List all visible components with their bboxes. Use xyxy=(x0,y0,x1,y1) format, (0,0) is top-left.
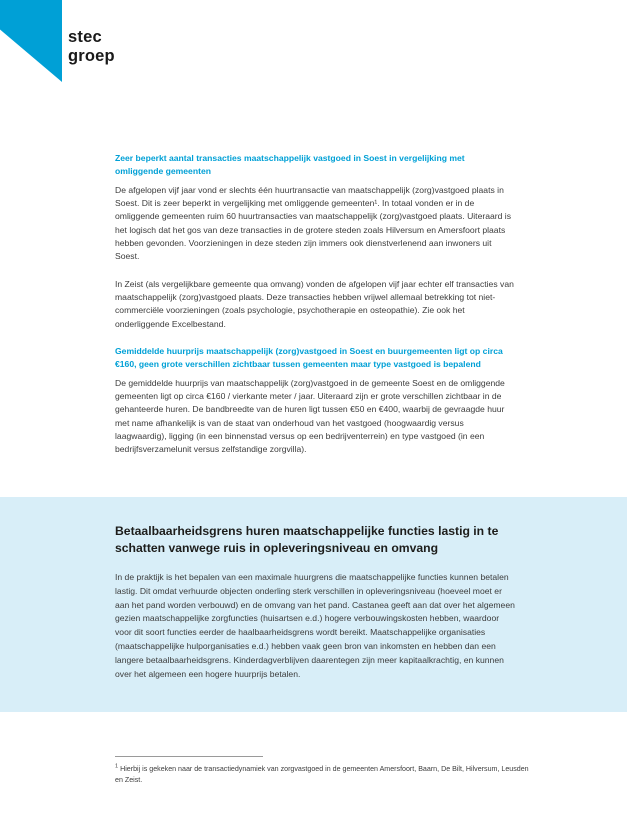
footnote-divider xyxy=(115,756,263,757)
footnote-block xyxy=(115,756,535,787)
section-paragraph-2-1: De gemiddelde huurprijs van maatschappelijk (zorg)vastgoed in de gemeente Soest en de omliggende gemeenten ligt op circa €160 / vierkante meter / jaar. Uiteraard zijn er grote verschillen zichtbaar in de gehanteerde huren. De bandbreedte van de huren ligt tussen €50 en €400, waarbij de gevraagde huur met name afhankelijk is van de staat van onderhoud van het vastgoed (hoogwaardig versus laagwaardig), ligging (in een binnenstad versus op een bedrijventerrein) en type vastgoed (in een bedrijfsverzamelunit versus zelfstandige zorgvilla). xyxy=(115,377,505,455)
brand-logo xyxy=(0,0,130,82)
document-body xyxy=(115,152,515,457)
section-heading-2: Gemiddelde huurprijs maatschappelijk (zorg)vastgoed in Soest en buurgemeenten ligt op circa €160, geen grote verschillen zichtbaar tussen gemeenten maar type vastgoed is bepalend xyxy=(115,345,503,369)
section-paragraph-1-2: In Zeist (als vergelijkbare gemeente qua omvang) vonden de afgelopen vijf jaar echter elf transacties van maatschappelijk (zorg)vastgoed plaats. Deze transacties hebben vrijwel allemaal betrekking tot niet-commerciële voorzieningen (zoals psychologie, psychotherapie en osteopathie). Zie ook het onderliggende Excelbestand. xyxy=(115,278,514,329)
footnote-body: Hierbij is gekeken naar de transactiedynamiek van zorgvastgoed in de gemeenten Amersfoort, Baarn, De Bilt, Hilversum, Leusden en Zeist. xyxy=(115,765,529,785)
section-heading-1: Zeer beperkt aantal transacties maatschappelijk vastgoed in Soest in vergelijking met omliggende gemeenten xyxy=(115,153,465,176)
logo-mark-icon xyxy=(0,0,62,82)
section-paragraph-1-1: De afgelopen vijf jaar vond er slechts één huurtransactie van maatschappelijk (zorg)vastgoed plaats in Soest. Dit is zeer beperkt in vergelijking met omliggende gemeenten¹. In totaal vonden er in de omliggende gemeenten ruim 60 huurtransacties van maatschappelijk (zorg)vastgoed plaats. Uiteraard is het logisch dat het gos van deze transacties in de grotere steden zoals Hilversum en Amersfoort plaats hebben gevonden. Voorzieningen in deze steden zijn immers ook dienstverlenend aan inwoners uit Soest. xyxy=(115,184,512,262)
logo-line-2: groep xyxy=(68,47,115,66)
highlight-panel xyxy=(0,497,627,712)
footnote-text xyxy=(115,764,535,787)
logo-wordmark xyxy=(68,28,115,67)
panel-heading: Betaalbaarheidsgrens huren maatschappelijke functies lastig in te schatten vanwege ruis in opleveringsniveau en omvang xyxy=(115,524,499,555)
logo-line-1: stec xyxy=(68,28,102,46)
footnote-marker: 1 xyxy=(115,763,119,770)
panel-paragraph: In de praktijk is het bepalen van een maximale huurgrens die maatschappelijke functies kunnen betalen lastig. Dit omdat verhuurde objecten onderling sterk verschillen in opleveringsniveau (hoeveel moet er aan het pand worden verbouwd) en de omvang van het pand. Castanea geeft aan dat over het algemeen gezien maatschappelijke zorgfuncties (huisartsen e.d.) hogere verbouwingskosten hebben, waardoor voor dit soort functies eerder de haalbaarheidsgrens wordt bereikt. Maatschappelijke organisaties (maatschappelijke hulporganisaties e.d.) hebben vaak geen bron van inkomsten en hebben dan een langere betaalbaarheidsgrens. Kinderdagverblijven daarentegen zijn meer kapitaalkrachtig, en kunnen over het algemeen een hogere huurprijs betalen. xyxy=(115,571,515,680)
